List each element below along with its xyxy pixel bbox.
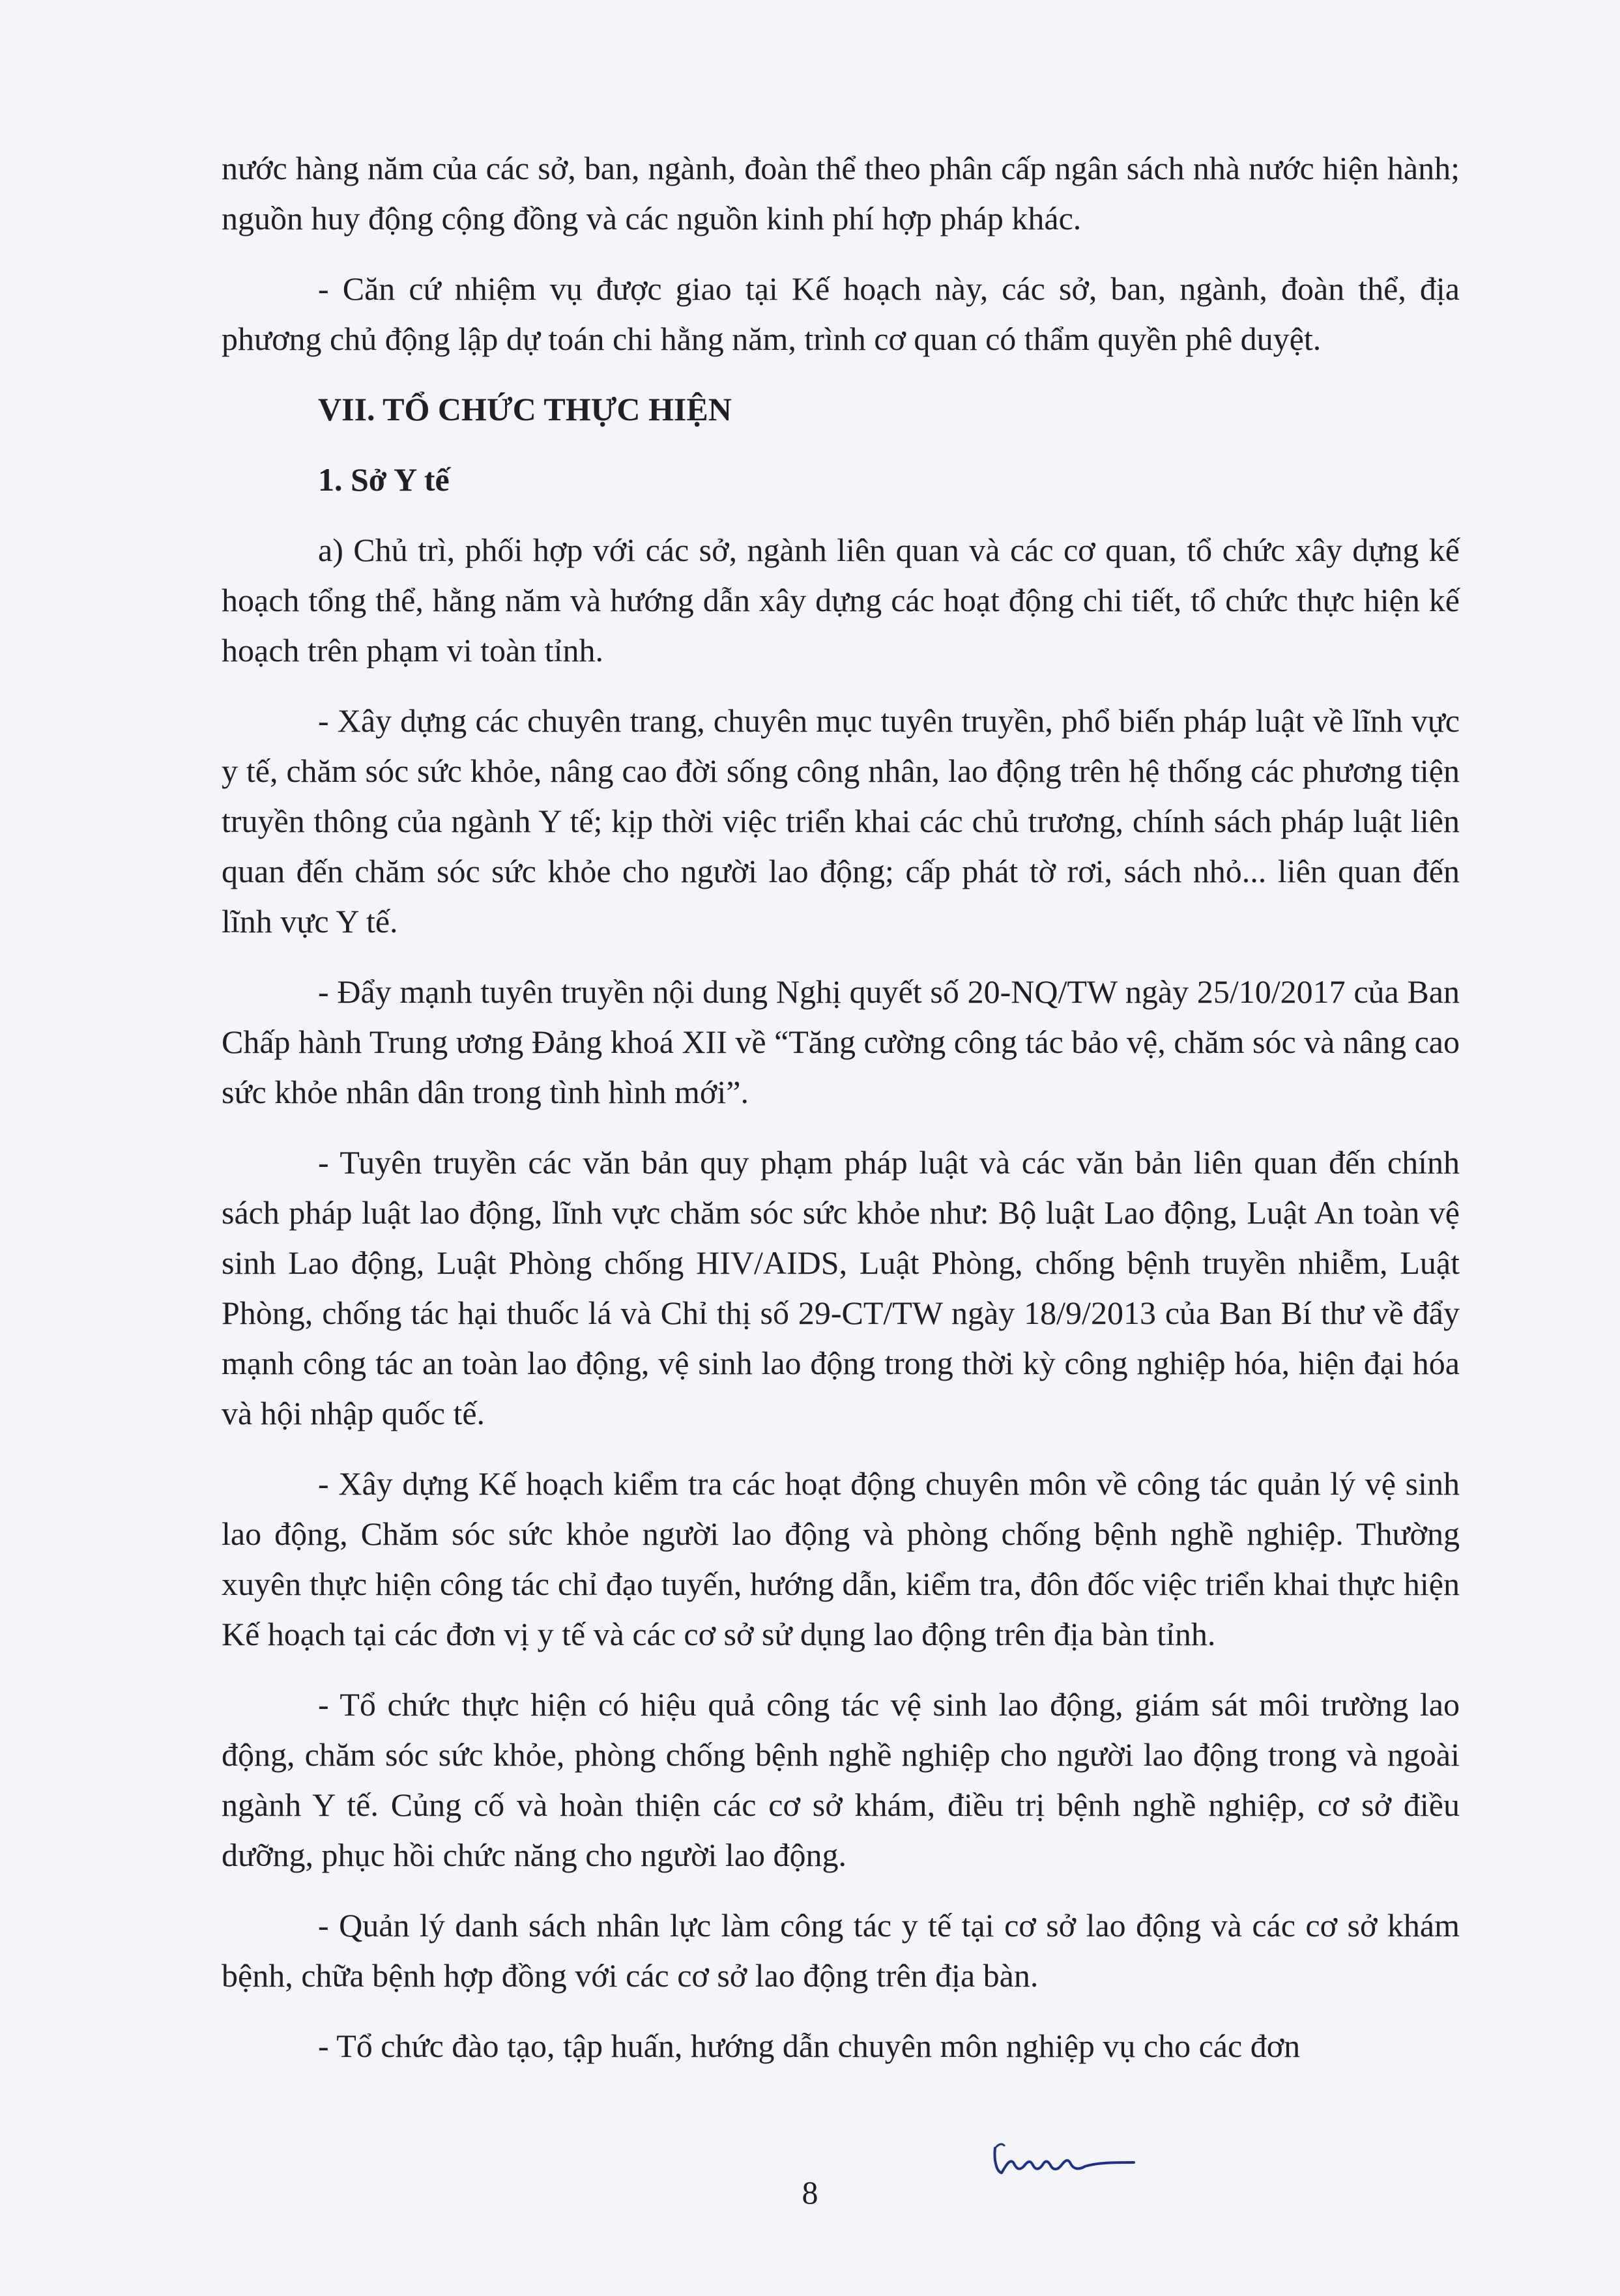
paragraph-resolution-20: - Đẩy mạnh tuyên truyền nội dung Nghị quyết số 20-NQ/TW ngày 25/10/2017 của Ban Chấp hành Trung ương Đảng khoá XII về “Tăng cường công tác bảo vệ, chăm sóc và nâng cao sức khỏe nhân dân trong tình hình mới”. [222,973,1460,1110]
paragraph-lead-coordinate: a) Chủ trì, phối hợp với các sở, ngành liên quan và các cơ quan, tổ chức xây dựng kế hoạch tổng thể, hằng năm và hướng dẫn xây dựng các hoạt động chi tiết, tổ chức thực hiện kế hoạch trên phạm vi toàn tỉnh. [222,532,1460,668]
paragraph-budget-estimates: - Căn cứ nhiệm vụ được giao tại Kế hoạch này, các sở, ban, ngành, đoàn thể, địa phương chủ động lập dự toán chi hằng năm, trình cơ quan có thẩm quyền phê duyệt. [222,270,1460,357]
subsection-heading: 1. Sở Y tế [318,461,450,498]
paragraph-budget-continuation: nước hàng năm của các sở, ban, ngành, đoàn thể theo phân cấp ngân sách nhà nước hiện hành; nguồn huy động cộng đồng và các nguồn kinh phí hợp pháp khác. [222,150,1460,237]
paragraph-legal-documents: - Tuyên truyền các văn bản quy phạm pháp luật và các văn bản liên quan đến chính sách pháp luật lao động, lĩnh vực chăm sóc sức khỏe như: Bộ luật Lao động, Luật An toàn vệ sinh Lao động, Luật Phòng chống HIV/AIDS, Luật Phòng, chống bệnh truyền nhiễm, Luật Phòng, chống tác hại thuốc lá và Chỉ thị số 29-CT/TW ngày 18/9/2013 của Ban Bí thư về đẩy mạnh công tác an toàn lao động, vệ sinh lao động trong thời kỳ công nghiệp hóa, hiện đại hóa và hội nhập quốc tế. [222,1144,1460,1431]
paragraph-staff-list: - Quản lý danh sách nhân lực làm công tác y tế tại cơ sở lao động và các cơ sở khám bệnh, chữa bệnh hợp đồng với các cơ sở lao động trên địa bàn. [222,1907,1460,1994]
page-content [222,143,1460,2091]
page-number: 8 [802,2174,818,2211]
paragraph-inspection-plan: - Xây dựng Kế hoạch kiểm tra các hoạt động chuyên môn về công tác quản lý vệ sinh lao động, Chăm sóc sức khỏe người lao động và phòng chống bệnh nghề nghiệp. Thường xuyên thực hiện công tác chỉ đạo tuyến, hướng dẫn, kiểm tra, đôn đốc việc triển khai thực hiện Kế hoạch tại các đơn vị y tế và các cơ sở sử dụng lao động trên địa bàn tỉnh. [222,1465,1460,1652]
section-heading: VII. TỔ CHỨC THỰC HIỆN [318,391,732,427]
paragraph-occupational-hygiene: - Tổ chức thực hiện có hiệu quả công tác vệ sinh lao động, giám sát môi trường lao động, chăm sóc sức khỏe, phòng chống bệnh nghề nghiệp cho người lao động trong và ngoài ngành Y tế. Củng cố và hoàn thiện các cơ sở khám, điều trị bệnh nghề nghiệp, cơ sở điều dưỡng, phục hồi chức năng cho người lao động. [222,1686,1460,1873]
paragraph-media-campaign: - Xây dựng các chuyên trang, chuyên mục tuyên truyền, phổ biến pháp luật về lĩnh vực y tế, chăm sóc sức khỏe, nâng cao đời sống công nhân, lao động trên hệ thống các phương tiện truyền thông của ngành Y tế; kịp thời việc triển khai các chủ trương, chính sách pháp luật liên quan đến chăm sóc sức khỏe cho người lao động; cấp phát tờ rơi, sách nhỏ... liên quan đến lĩnh vực Y tế. [222,702,1460,940]
paragraph-training: - Tổ chức đào tạo, tập huấn, hướng dẫn chuyên môn nghiệp vụ cho các đơn [318,2028,1301,2064]
